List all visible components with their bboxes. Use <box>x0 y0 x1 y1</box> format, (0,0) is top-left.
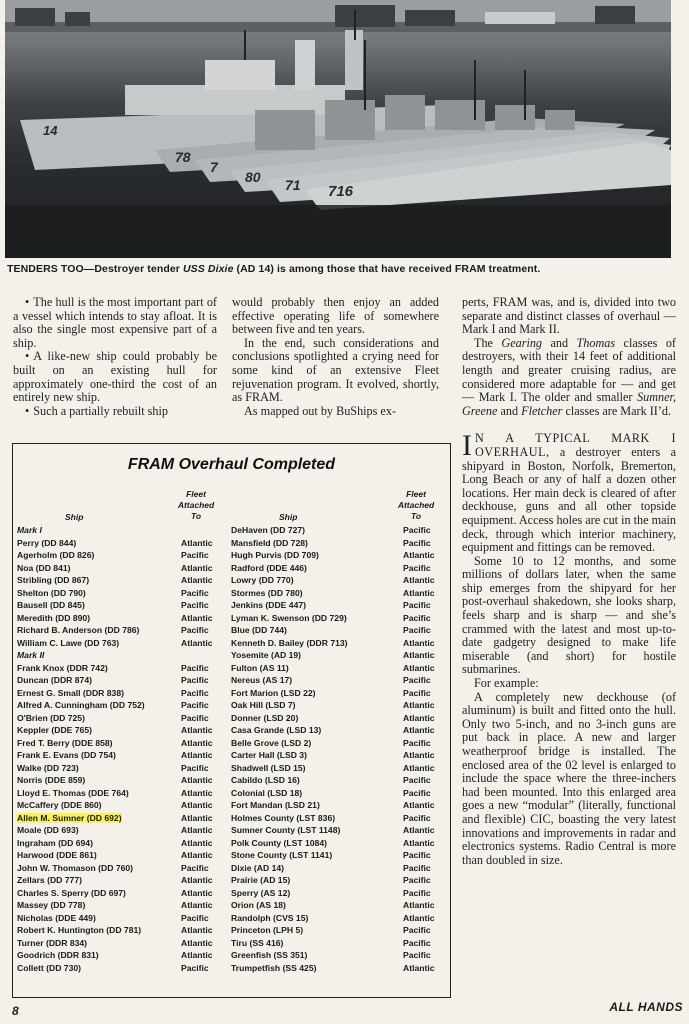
ship-name-cell: Casa Grande (LSD 13) <box>231 725 322 735</box>
fleet-cell: Atlantic <box>181 612 213 623</box>
fleet-cell: Atlantic <box>403 712 435 723</box>
ship-name-cell: O'Brien (DD 725) <box>17 712 85 723</box>
fleet-cell: Pacific <box>403 950 431 960</box>
ship-name-cell: Lloyd E. Thomas (DDE 764) <box>17 787 129 798</box>
ship-name-cell <box>17 812 165 825</box>
ship-name-cell: Colonial (LSD 18) <box>231 787 303 798</box>
ship-name-cell: Dixie (AD 14) <box>231 862 285 873</box>
ship-name-cell: Lyman K. Swenson (DD 729) <box>231 612 347 623</box>
text-column-2 <box>232 296 439 418</box>
fleet-cell: Atlantic <box>181 825 213 835</box>
ship-name-cell: Belle Grove (LSD 2) <box>231 737 312 748</box>
ship-name-cell: Sperry (AS 12) <box>231 887 291 898</box>
ship-name-cell: Mansfield (DD 728) <box>231 537 308 548</box>
ship-name-cell: Randolph (CVS 15) <box>231 912 309 923</box>
drop-cap: I <box>462 429 472 463</box>
fleet-cell: Pacific <box>403 937 431 948</box>
paragraph: For example: <box>474 676 539 691</box>
ship-name-cell: Kenneth D. Bailey (DDR 713) <box>231 637 348 648</box>
ship-name-cell: Stone County (LST 1141) <box>231 850 333 860</box>
ship-name-cell: Sumner County (LST 1148) <box>231 825 341 835</box>
fleet-cell: Atlantic <box>181 800 213 810</box>
fleet-cell: Pacific <box>403 687 431 698</box>
ship-name-cell: Goodrich (DDR 831) <box>17 950 99 960</box>
ship-name-cell: Massey (DD 778) <box>17 900 86 910</box>
ship-name-cell: Blue (DD 744) <box>231 625 287 635</box>
ship-name-cell: Agerholm (DD 826) <box>17 550 95 560</box>
fleet-cell: Atlantic <box>181 737 213 748</box>
ship-name-cell: Bausell (DD 845) <box>17 600 85 610</box>
ship-name-cell: Greenfish (SS 351) <box>231 950 308 960</box>
ship-name-cell: Stribling (DD 867) <box>17 575 90 585</box>
ship-name-cell: Jenkins (DDE 447) <box>231 600 306 610</box>
ship-name-cell: Stormes (DD 780) <box>231 587 303 598</box>
fleet-cell: Atlantic <box>181 537 213 548</box>
fleet-cell: Pacific <box>403 600 431 610</box>
ship-name-cell: Shelton (DD 790) <box>17 587 86 598</box>
hull-number-716: 716 <box>328 183 354 200</box>
section-label: Mark I <box>17 525 42 535</box>
right-fleet-column <box>403 524 445 974</box>
ship-name-cell: Noa (DD 841) <box>17 562 71 573</box>
fram-table-box <box>12 443 451 998</box>
fleet-cell: Pacific <box>403 925 431 935</box>
ship-name-cell: Nereus (AS 17) <box>231 675 293 685</box>
fleet-cell: Atlantic <box>403 962 435 973</box>
fleet-cell: Pacific <box>181 662 209 673</box>
fleet-cell: Pacific <box>403 887 431 898</box>
fleet-cell: Pacific <box>403 875 431 885</box>
fleet-cell <box>181 524 221 537</box>
paragraph: The Gearing and Thomas classes of destroyers, with their 14 feet of additional length and greater cruising radius, are considered more adaptable for — and get — Mark I. The older and smaller Sumner, Greene and Fletcher classes are Mark II’d. <box>462 335 676 418</box>
fleet-cell <box>181 649 221 662</box>
paragraph: would probably then enjoy an added effective operating life of somewhere between five and ten years. <box>232 295 439 337</box>
fleet-cell: Pacific <box>181 912 209 923</box>
ship-name-cell: Turner (DDR 834) <box>17 937 88 948</box>
header-fleet-left: Fleet Attached To <box>177 489 215 521</box>
ships-photo <box>5 0 671 258</box>
fleet-cell: Pacific <box>403 675 431 685</box>
fleet-cell: Pacific <box>403 787 431 798</box>
ship-name-cell: Yosemite (AD 19) <box>231 650 302 660</box>
fleet-cell: Pacific <box>181 587 209 598</box>
header-fleet-right: Fleet Attached To <box>397 489 435 521</box>
ship-name-cell: Lowry (DD 770) <box>231 575 294 585</box>
fleet-cell: Atlantic <box>403 700 435 710</box>
ship-name-cell: McCaffery (DDE 860) <box>17 800 102 810</box>
fleet-cell: Pacific <box>403 525 431 535</box>
fleet-cell: Pacific <box>403 625 431 635</box>
hull-number-78: 78 <box>175 149 191 165</box>
page-number: 8 <box>12 1004 19 1018</box>
ship-name-cell: Holmes County (LST 836) <box>231 812 336 823</box>
fleet-cell: Pacific <box>181 700 209 710</box>
ship-name-cell: Frank E. Evans (DD 754) <box>17 750 116 760</box>
fleet-cell: Atlantic <box>181 837 213 848</box>
fleet-cell: Atlantic <box>181 950 213 960</box>
ship-name-cell: Prairie (AD 15) <box>231 875 291 885</box>
ship-name-cell: Fort Marion (LSD 22) <box>231 687 316 698</box>
fleet-cell: Pacific <box>181 600 209 610</box>
fleet-cell: Pacific <box>403 562 431 573</box>
fleet-cell: Atlantic <box>403 800 435 810</box>
ship-name-cell: Moale (DD 693) <box>17 825 79 835</box>
fleet-cell: Pacific <box>403 862 431 873</box>
fleet-cell: Atlantic <box>181 750 213 760</box>
fleet-cell: Pacific <box>403 612 431 623</box>
ship-name-cell: Polk County (LST 1084) <box>231 837 327 848</box>
right-ship-column <box>231 524 391 974</box>
fleet-cell: Atlantic <box>403 825 435 835</box>
fleet-cell: Atlantic <box>181 775 213 785</box>
ship-name-cell: Radford (DDE 446) <box>231 562 307 573</box>
fleet-cell: Atlantic <box>181 562 213 573</box>
ship-name-cell: Hugh Purvis (DD 709) <box>231 550 319 560</box>
ship-name-cell: Fort Mandan (LSD 21) <box>231 800 320 810</box>
header-ship-right: Ship <box>279 512 298 522</box>
fleet-cell: Pacific <box>181 550 209 560</box>
ship-name-cell: Donner (LSD 20) <box>231 712 299 723</box>
ship-name-cell: DeHaven (DD 727) <box>231 525 306 535</box>
fleet-cell: Pacific <box>403 537 431 548</box>
fleet-cell: Atlantic <box>403 662 435 673</box>
fleet-cell: Atlantic <box>403 637 435 648</box>
fleet-cell: Atlantic <box>403 575 435 585</box>
fleet-cell: Atlantic <box>181 787 213 798</box>
fleet-cell: Atlantic <box>181 812 213 823</box>
fleet-cell: Atlantic <box>403 912 435 923</box>
paragraph: perts, FRAM was, and is, divided into two separate and distinct classes of overhaul — Mark I and Mark II. <box>462 295 676 337</box>
ship-name-cell: Keppler (DDE 765) <box>17 725 92 735</box>
fleet-cell: Atlantic <box>403 550 435 560</box>
ship-name-cell: Meredith (DD 890) <box>17 612 91 623</box>
left-fleet-column <box>181 524 221 974</box>
paragraph: As mapped out by BuShips ex- <box>244 403 396 418</box>
fleet-cell: Pacific <box>181 862 209 873</box>
ship-name-cell: Collett (DD 730) <box>17 962 81 973</box>
ship-name-cell: Shadwell (LSD 15) <box>231 762 306 773</box>
hull-number-80: 80 <box>245 169 261 185</box>
fleet-cell: Pacific <box>403 737 431 748</box>
ship-name-cell: Cabildo (LSD 16) <box>231 775 300 785</box>
fleet-cell: Atlantic <box>181 887 213 898</box>
ship-name-cell: Fred T. Berry (DDE 858) <box>17 737 113 748</box>
paragraph: • The hull is the most important part of a vessel which intends to stay afloat. It is also the single most expensive part of a ship. <box>13 296 217 350</box>
ship-name-cell: Fulton (AS 11) <box>231 662 289 673</box>
ship-name-cell: Tiru (SS 416) <box>231 937 284 948</box>
fleet-cell: Atlantic <box>181 637 213 648</box>
highlighted-ship: Allen M. Sumner (DD 692) <box>17 812 122 823</box>
fleet-cell: Pacific <box>181 762 209 773</box>
magazine-name: ALL HANDS <box>609 1000 683 1014</box>
fleet-cell: Atlantic <box>403 762 435 773</box>
ship-name-cell: Walke (DD 723) <box>17 762 79 773</box>
fleet-cell: Atlantic <box>403 837 435 848</box>
ship-name-cell: Carter Hall (LSD 3) <box>231 750 307 760</box>
ship-name-cell: John W. Thomason (DD 760) <box>17 862 134 873</box>
fleet-cell: Pacific <box>181 625 209 635</box>
ships-illustration <box>5 0 671 258</box>
section-label: Mark II <box>17 650 45 660</box>
caption-lead: TENDERS TOO—Destroyer tender <box>7 263 183 275</box>
fleet-cell: Atlantic <box>181 575 213 585</box>
fleet-cell: Atlantic <box>181 937 213 948</box>
ship-name-cell: Trumpetfish (SS 425) <box>231 962 317 973</box>
left-ship-column <box>17 524 165 974</box>
table-title: FRAM Overhaul Completed <box>127 456 336 473</box>
ship-name-cell: Robert K. Huntington (DD 781) <box>17 925 142 935</box>
caption-rest: (AD 14) is among those that have received FRAM treatment. <box>233 263 541 275</box>
fleet-cell: Atlantic <box>181 925 213 935</box>
fleet-cell: Pacific <box>181 687 209 698</box>
fleet-cell: Pacific <box>181 675 209 685</box>
fleet-cell: Atlantic <box>403 725 435 735</box>
paragraph: • Such a partially rebuilt ship <box>13 405 217 419</box>
fleet-cell: Atlantic <box>403 750 435 760</box>
ship-name-cell: Ernest G. Small (DDR 838) <box>17 687 124 698</box>
paragraph: Some 10 to 12 months, and some millions of dollars later, when the same ship emerges from the shipyard for her post-overhaul shakedown, she looks sharp, feels sharp and is sharp — and she’s crammed with the latest and most up-to-date gadgetry designed to make life miserable (and short) for hostile submarines. <box>462 553 676 677</box>
hull-number-71: 71 <box>285 177 301 193</box>
text-column-3 <box>462 296 676 867</box>
fleet-cell: Atlantic <box>181 850 213 860</box>
ship-name-cell: Perry (DD 844) <box>17 537 77 548</box>
fleet-cell: Pacific <box>403 812 431 823</box>
fleet-cell: Atlantic <box>181 900 213 910</box>
ship-name-cell: Frank Knox (DDR 742) <box>17 662 108 673</box>
paragraph: A completely new deckhouse (of aluminum) is built and fitted onto the hull. Only two 5-inch, and no 3-inch guns are put back in place. A new and larger weatherproof bridge is installed. The enclosed area of the 02 level is enlarged to include the space where the three-inchers had been mounted. Into this enlarged area goes a new “modular” (literally, functional and flexible) CIC, boasting the very latest innovations and improvements in radar and electronics systems. Radio Central is more than doubled in size. <box>462 689 676 867</box>
ship-name-cell: Ingraham (DD 694) <box>17 837 93 848</box>
hull-number-14: 14 <box>43 123 58 138</box>
ship-name-cell: William C. Lawe (DD 763) <box>17 637 120 648</box>
ship-name-cell: Orion (AS 18) <box>231 900 286 910</box>
fleet-cell: Atlantic <box>181 875 213 885</box>
ship-name-cell: Norris (DDE 859) <box>17 775 86 785</box>
hull-number-7: 7 <box>210 159 218 175</box>
ship-name-cell: Oak Hill (LSD 7) <box>231 700 296 710</box>
ship-name-cell: Nicholas (DDE 449) <box>17 912 96 923</box>
header-ship-left: Ship <box>65 512 84 522</box>
fleet-cell: Pacific <box>403 775 431 785</box>
photo-caption <box>7 263 673 275</box>
ship-name-cell: Charles S. Sperry (DD 697) <box>17 887 126 898</box>
ship-name-cell: Richard B. Anderson (DD 786) <box>17 625 140 635</box>
paragraph: In the end, such considerations and conclusions spotlighted a crying need for some kind of an extensive Fleet rejuvenation program. It evolved, shortly, as FRAM. <box>232 335 439 405</box>
paragraph: • A like-new ship could probably be built on an existing hull for approximately one-third the cost of an entirely new ship. <box>13 350 217 404</box>
fleet-cell: Atlantic <box>403 650 435 660</box>
paragraph: I N A TYPICAL MARK I OVERHAUL, a destroyer enters a shipyard in Boston, Norfolk, Bremerton, Long Beach or any of half a dozen other locations. Her main deck is cleared of after deckhouse, guns and all other topside equipment. Access holes are cut in the main deck, through which interior machinery, equipment and fittings can be removed. <box>462 429 676 555</box>
ship-name-cell: Zellars (DD 777) <box>17 875 82 885</box>
fleet-cell: Atlantic <box>403 587 435 598</box>
caption-ship: USS Dixie <box>183 263 234 275</box>
fleet-cell: Pacific <box>181 712 209 723</box>
fleet-cell: Atlantic <box>403 900 435 910</box>
ship-name-cell: Alfred A. Cunningham (DD 752) <box>17 700 145 710</box>
fleet-cell: Atlantic <box>181 725 213 735</box>
ship-name-cell: Harwood (DDE 861) <box>17 850 97 860</box>
ship-name-cell: Princeton (LPH 5) <box>231 925 304 935</box>
ship-name-cell: Duncan (DDR 874) <box>17 675 92 685</box>
fleet-cell: Pacific <box>181 962 209 973</box>
text-column-1 <box>13 296 217 418</box>
fleet-cell: Pacific <box>403 850 431 860</box>
